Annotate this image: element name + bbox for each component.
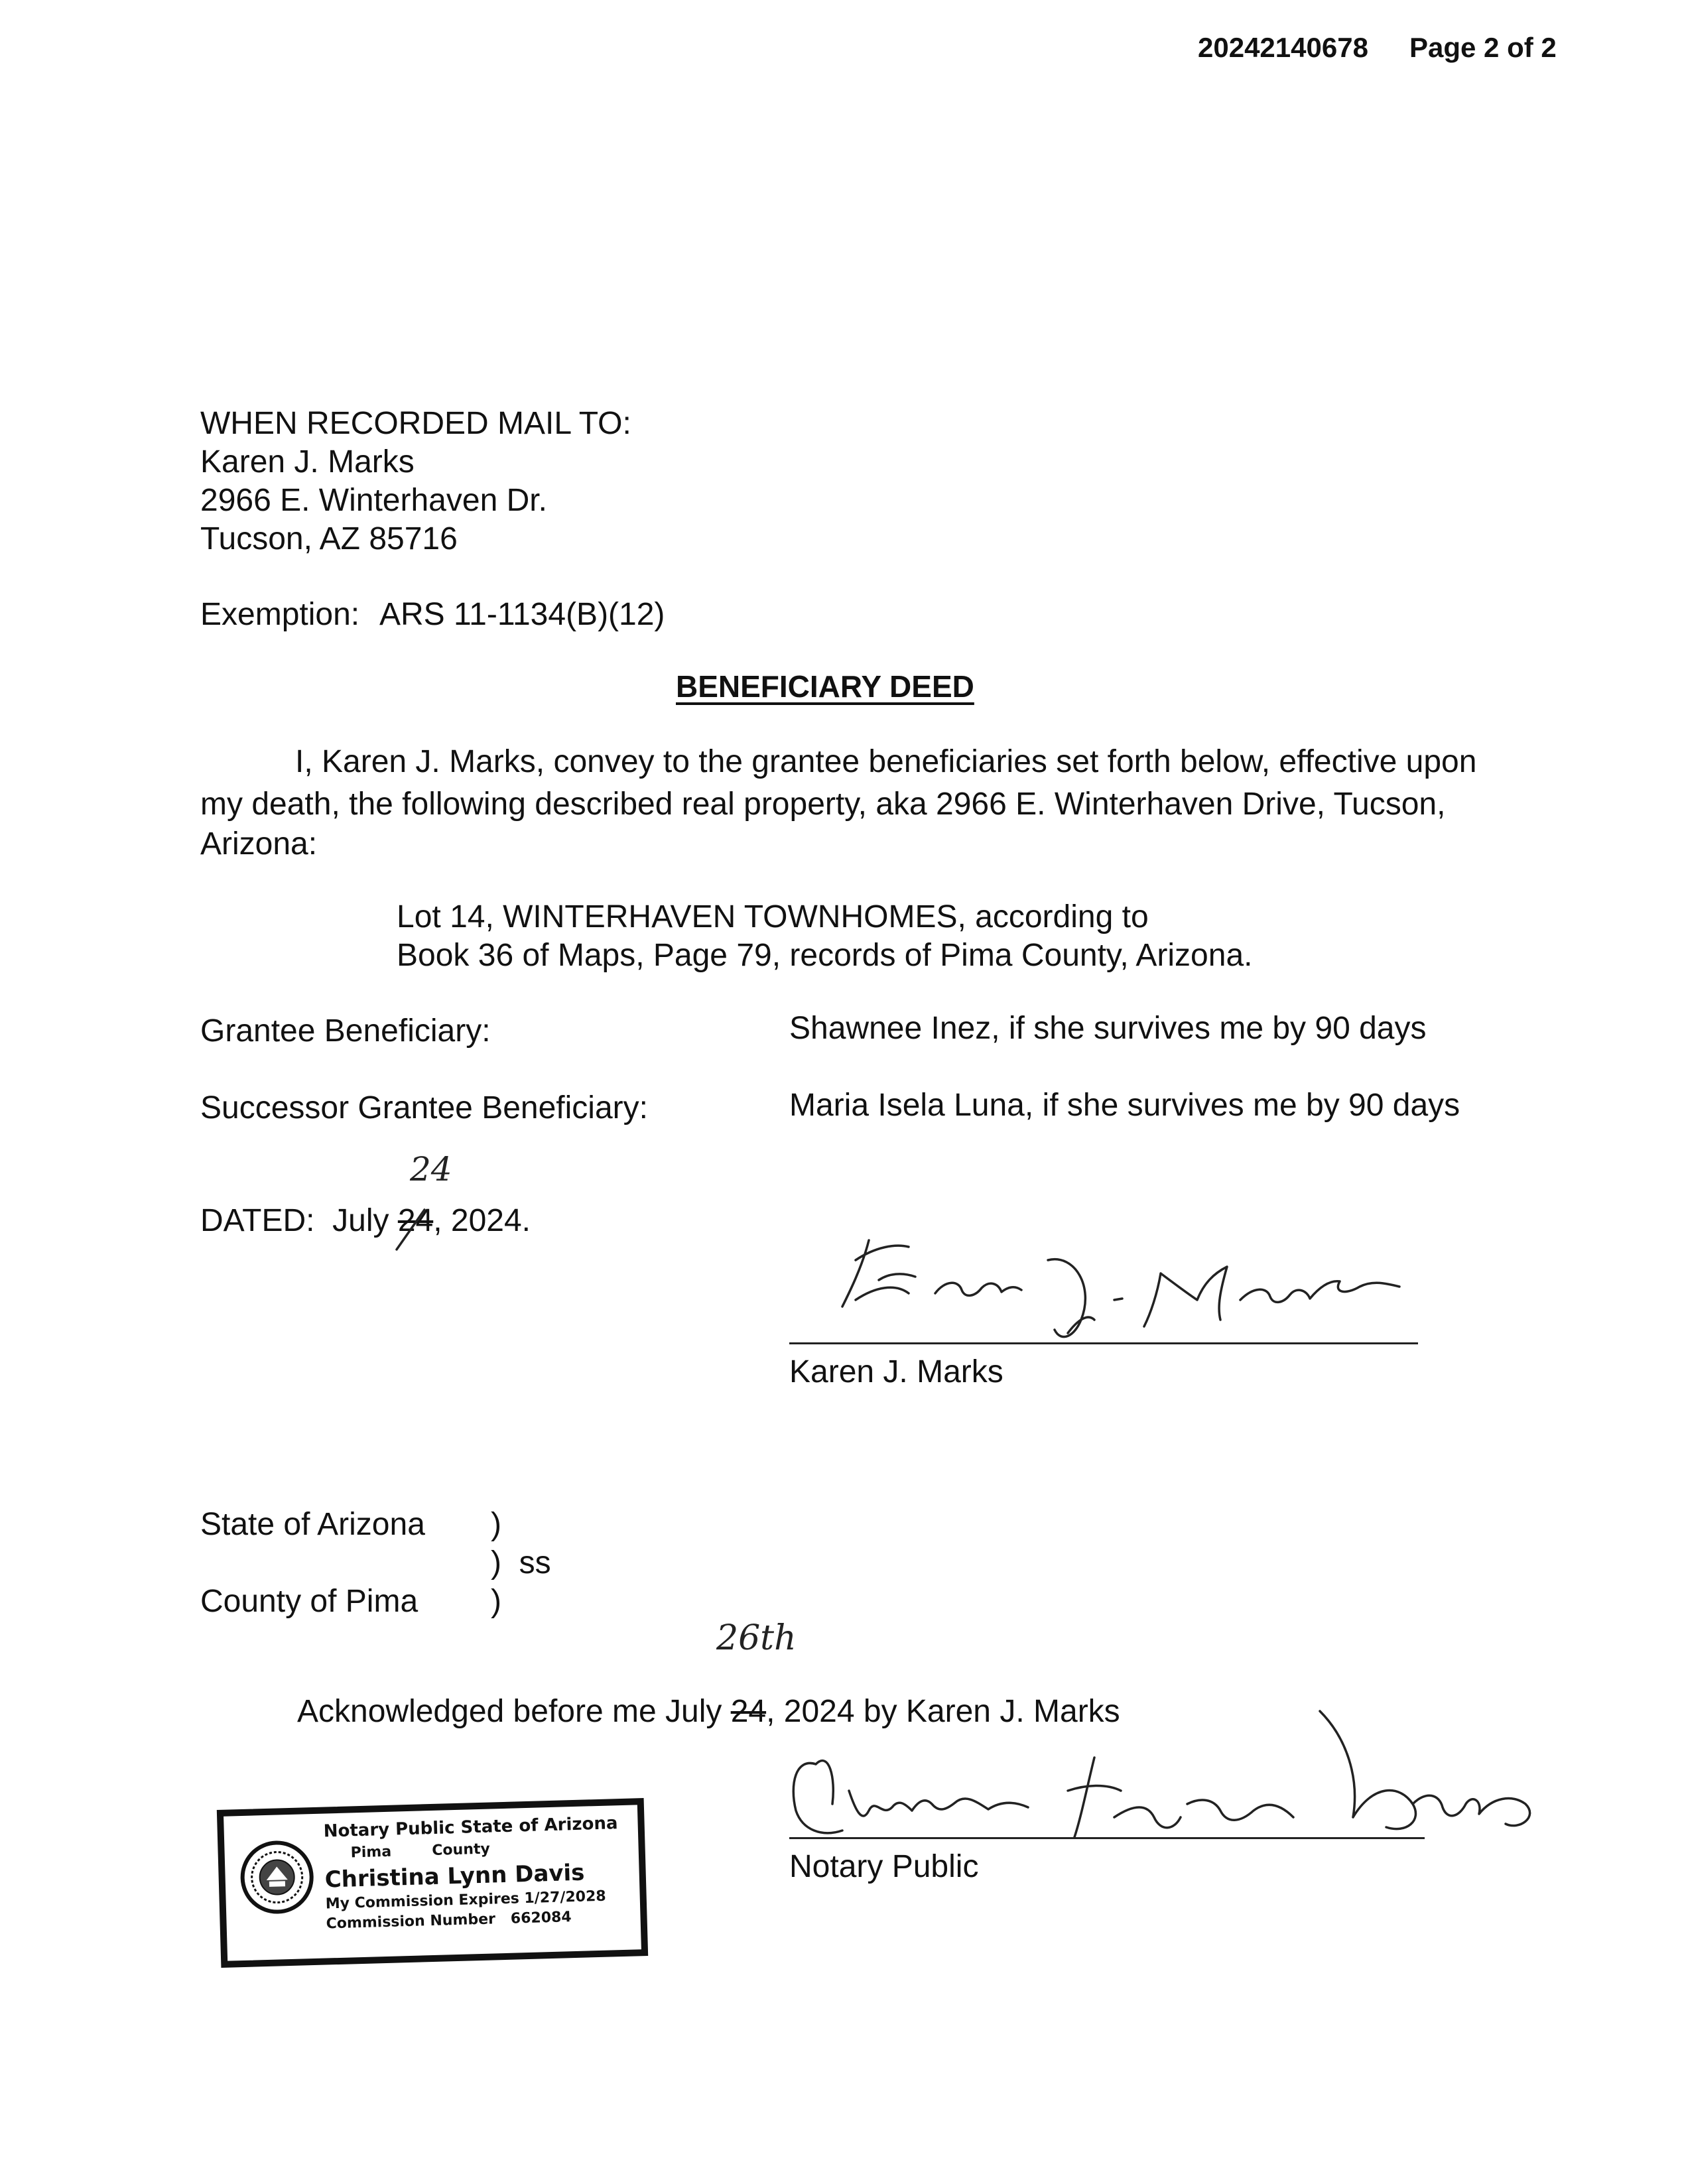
stamp-line-3: Christina Lynn Davis <box>324 1859 585 1894</box>
conveyance-line-1: I, Karen J. Marks, convey to the grantee beneficiaries set forth below, effective upon <box>295 744 1477 779</box>
legal-description-line-1: Lot 14, WINTERHAVEN TOWNHOMES, according to <box>397 899 1149 934</box>
successor-label: Successor Grantee Beneficiary: <box>200 1090 648 1125</box>
dated-line <box>200 1202 531 1240</box>
stamp-line-2: Pima County <box>350 1840 491 1862</box>
exemption-value: ARS 11-1134(B)(12) <box>379 597 665 632</box>
stamp-line-5: Commission Number 662084 <box>326 1909 572 1933</box>
ack-suffix: , 2024 by Karen J. Marks <box>766 1694 1120 1729</box>
mail-to-label: WHEN RECORDED MAIL TO: <box>200 406 631 441</box>
grantor-printed-name: Karen J. Marks <box>789 1354 1003 1389</box>
mail-to-name: Karen J. Marks <box>200 444 415 480</box>
venue-county: County of Pima <box>200 1584 419 1619</box>
venue-paren-3: ) <box>491 1584 501 1619</box>
grantee-value: Shawnee Inez, if she survives me by 90 days <box>789 1011 1427 1046</box>
grantor-signature-line <box>789 1342 1418 1344</box>
date-strike-mark <box>391 1207 431 1253</box>
venue-state: State of Arizona <box>200 1507 425 1542</box>
notary-stamp-frame <box>217 1798 648 1968</box>
mail-to-street: 2966 E. Winterhaven Dr. <box>200 483 547 518</box>
dated-handwritten-day: 24 <box>410 1150 452 1188</box>
notary-label: Notary Public <box>789 1849 979 1884</box>
dated-struck-day: 24 <box>397 1203 434 1238</box>
venue-paren-1: ) <box>491 1507 501 1542</box>
deed-title: BENEFICIARY DEED <box>676 669 974 704</box>
grantee-label: Grantee Beneficiary: <box>200 1013 491 1049</box>
notary-signature-line <box>789 1837 1425 1839</box>
mail-to-city: Tucson, AZ 85716 <box>200 521 458 556</box>
stamp-line-1: Notary Public State of Arizona <box>323 1813 618 1842</box>
conveyance-line-3: Arizona: <box>200 826 318 862</box>
dated-prefix: DATED: July <box>200 1203 398 1238</box>
arizona-seal-icon <box>239 1839 315 1915</box>
document-number: 20242140678 <box>1198 32 1368 63</box>
page-indicator: Page 2 of 2 <box>1409 32 1557 63</box>
dated-suffix: , 2024. <box>433 1203 531 1238</box>
ack-struck-day: 24 <box>730 1694 767 1729</box>
venue-ss: ) ss <box>491 1545 551 1580</box>
grantor-signature <box>816 1220 1453 1353</box>
conveyance-line-2: my death, the following described real property, aka 2966 E. Winterhaven Drive, Tucson, <box>200 787 1446 822</box>
ack-handwritten-day: 26th <box>716 1618 797 1658</box>
successor-value: Maria Isela Luna, if she survives me by 90 days <box>789 1088 1460 1123</box>
notary-stamp <box>219 1804 643 1960</box>
stamp-line-4: My Commission Expires 1/27/2028 <box>325 1888 606 1913</box>
legal-description-line-2: Book 36 of Maps, Page 79, records of Pima County, Arizona. <box>397 938 1253 973</box>
exemption-label: Exemption: <box>200 597 360 632</box>
ack-prefix: Acknowledged before me July <box>297 1694 731 1729</box>
